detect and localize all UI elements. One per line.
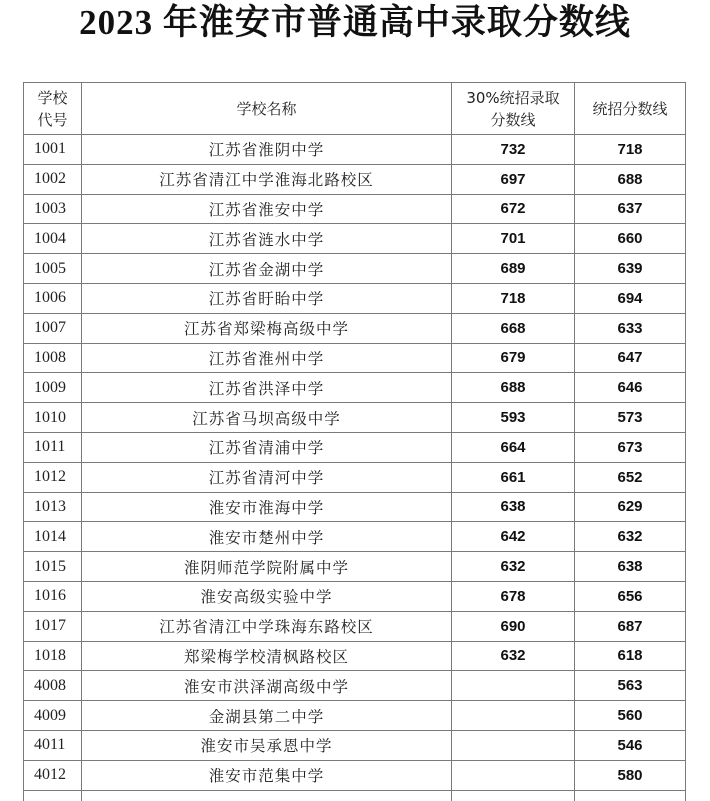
score-30pct-cell: 679: [452, 343, 575, 373]
score-30pct-cell: 672: [452, 194, 575, 224]
school-code-cell: 1002: [24, 164, 82, 194]
school-name-cell: 淮安市楚州中学: [82, 522, 452, 552]
school-name-cell: 淮安市吴承恩中学: [82, 730, 452, 760]
header-30pct-line1: 30%统招录取: [466, 88, 560, 107]
table-row: [24, 224, 686, 254]
score-30pct-cell: 690: [452, 611, 575, 641]
table-row: [24, 522, 686, 552]
table-row: [24, 760, 686, 790]
school-name-cell: 江苏省清河中学: [82, 462, 452, 492]
table-row: [24, 462, 686, 492]
score-30pct-cell: 732: [452, 135, 575, 165]
school-code-cell: 1003: [24, 194, 82, 224]
score-30pct-cell: [452, 671, 575, 701]
table-row: [24, 730, 686, 760]
table-row: [24, 611, 686, 641]
header-unified-score: 统招分数线: [575, 83, 686, 135]
school-code-cell: 1014: [24, 522, 82, 552]
header-school-code-line1: 学校: [37, 88, 68, 107]
school-code-cell: 1001: [24, 135, 82, 165]
school-name-cell: 淮安高级实验中学: [82, 581, 452, 611]
score-30pct-cell: [452, 760, 575, 790]
score-30pct-cell: 678: [452, 581, 575, 611]
score-unified-cell: 647: [575, 343, 686, 373]
table-body: [24, 135, 686, 801]
table-row: [24, 135, 686, 165]
school-name-cell: 江苏省盱眙中学: [82, 283, 452, 313]
score-unified-cell: 646: [575, 373, 686, 403]
school-name-cell: 江苏省涟水中学: [82, 224, 452, 254]
empty-cell: [24, 790, 82, 801]
score-unified-cell: 688: [575, 164, 686, 194]
score-unified-cell: 632: [575, 522, 686, 552]
score-30pct-cell: 661: [452, 462, 575, 492]
school-name-cell: 江苏省清浦中学: [82, 432, 452, 462]
table-row: [24, 641, 686, 671]
empty-cell: [575, 790, 686, 801]
table-row-partial: [24, 790, 686, 801]
school-code-cell: 1017: [24, 611, 82, 641]
score-unified-cell: 560: [575, 701, 686, 731]
school-code-cell: 1015: [24, 552, 82, 582]
admission-score-table: [23, 82, 686, 801]
school-code-cell: 1010: [24, 403, 82, 433]
score-unified-cell: 546: [575, 730, 686, 760]
header-school-name: 学校名称: [82, 83, 452, 135]
table-row: [24, 283, 686, 313]
score-30pct-cell: 638: [452, 492, 575, 522]
document-title: 2023 年淮安市普通高中录取分数线: [79, 3, 631, 42]
school-name-cell: 郑梁梅学校清枫路校区: [82, 641, 452, 671]
score-unified-cell: 638: [575, 552, 686, 582]
score-30pct-cell: 632: [452, 552, 575, 582]
score-unified-cell: 639: [575, 254, 686, 284]
school-name-cell: 江苏省郑梁梅高级中学: [82, 313, 452, 343]
table-row: [24, 164, 686, 194]
school-code-cell: 1013: [24, 492, 82, 522]
school-name-cell: 江苏省淮安中学: [82, 194, 452, 224]
school-code-cell: 4008: [24, 671, 82, 701]
table-header-row: [24, 83, 686, 135]
score-30pct-cell: 688: [452, 373, 575, 403]
score-table-container: [23, 82, 686, 801]
school-code-cell: 1016: [24, 581, 82, 611]
table-row: [24, 373, 686, 403]
score-30pct-cell: 689: [452, 254, 575, 284]
header-school-code: [24, 83, 82, 135]
school-name-cell: 江苏省清江中学珠海东路校区: [82, 611, 452, 641]
table-row: [24, 343, 686, 373]
table-row: [24, 671, 686, 701]
score-30pct-cell: 664: [452, 432, 575, 462]
table-row: [24, 492, 686, 522]
header-30pct-score: [452, 83, 575, 135]
score-unified-cell: 629: [575, 492, 686, 522]
score-unified-cell: 673: [575, 432, 686, 462]
table-row: [24, 701, 686, 731]
table-row: [24, 581, 686, 611]
score-30pct-cell: 632: [452, 641, 575, 671]
school-code-cell: 1008: [24, 343, 82, 373]
score-30pct-cell: [452, 701, 575, 731]
school-code-cell: 4011: [24, 730, 82, 760]
school-name-cell: 江苏省马坝高级中学: [82, 403, 452, 433]
header-30pct-line2: 分数线: [490, 110, 536, 129]
score-30pct-cell: 697: [452, 164, 575, 194]
school-code-cell: 1012: [24, 462, 82, 492]
score-unified-cell: 656: [575, 581, 686, 611]
score-30pct-cell: 642: [452, 522, 575, 552]
score-unified-cell: 637: [575, 194, 686, 224]
score-30pct-cell: 668: [452, 313, 575, 343]
table-row: [24, 552, 686, 582]
score-unified-cell: 694: [575, 283, 686, 313]
score-30pct-cell: 718: [452, 283, 575, 313]
school-code-cell: 1011: [24, 432, 82, 462]
school-code-cell: 1009: [24, 373, 82, 403]
score-unified-cell: 652: [575, 462, 686, 492]
score-unified-cell: 563: [575, 671, 686, 701]
school-name-cell: 淮安市范集中学: [82, 760, 452, 790]
table-row: [24, 313, 686, 343]
header-school-code-line2: 代号: [37, 110, 68, 129]
school-code-cell: 1005: [24, 254, 82, 284]
table-row: [24, 194, 686, 224]
school-code-cell: 1006: [24, 283, 82, 313]
score-30pct-cell: [452, 730, 575, 760]
empty-cell: [452, 790, 575, 801]
school-name-cell: 江苏省金湖中学: [82, 254, 452, 284]
score-unified-cell: 580: [575, 760, 686, 790]
school-name-cell: 江苏省淮州中学: [82, 343, 452, 373]
school-code-cell: 1004: [24, 224, 82, 254]
school-name-cell: 江苏省洪泽中学: [82, 373, 452, 403]
empty-cell: [82, 790, 452, 801]
school-name-cell: 江苏省清江中学淮海北路校区: [82, 164, 452, 194]
school-code-cell: 4009: [24, 701, 82, 731]
school-code-cell: 1018: [24, 641, 82, 671]
school-name-cell: 淮安市淮海中学: [82, 492, 452, 522]
school-name-cell: 淮安市洪泽湖高级中学: [82, 671, 452, 701]
score-unified-cell: 633: [575, 313, 686, 343]
school-code-cell: 1007: [24, 313, 82, 343]
score-30pct-cell: 593: [452, 403, 575, 433]
school-name-cell: 江苏省淮阴中学: [82, 135, 452, 165]
score-unified-cell: 573: [575, 403, 686, 433]
score-30pct-cell: 701: [452, 224, 575, 254]
score-unified-cell: 687: [575, 611, 686, 641]
school-name-cell: 金湖县第二中学: [82, 701, 452, 731]
school-name-cell: 淮阴师范学院附属中学: [82, 552, 452, 582]
score-unified-cell: 718: [575, 135, 686, 165]
score-unified-cell: 618: [575, 641, 686, 671]
table-row: [24, 403, 686, 433]
table-row: [24, 254, 686, 284]
school-code-cell: 4012: [24, 760, 82, 790]
score-unified-cell: 660: [575, 224, 686, 254]
table-row: [24, 432, 686, 462]
